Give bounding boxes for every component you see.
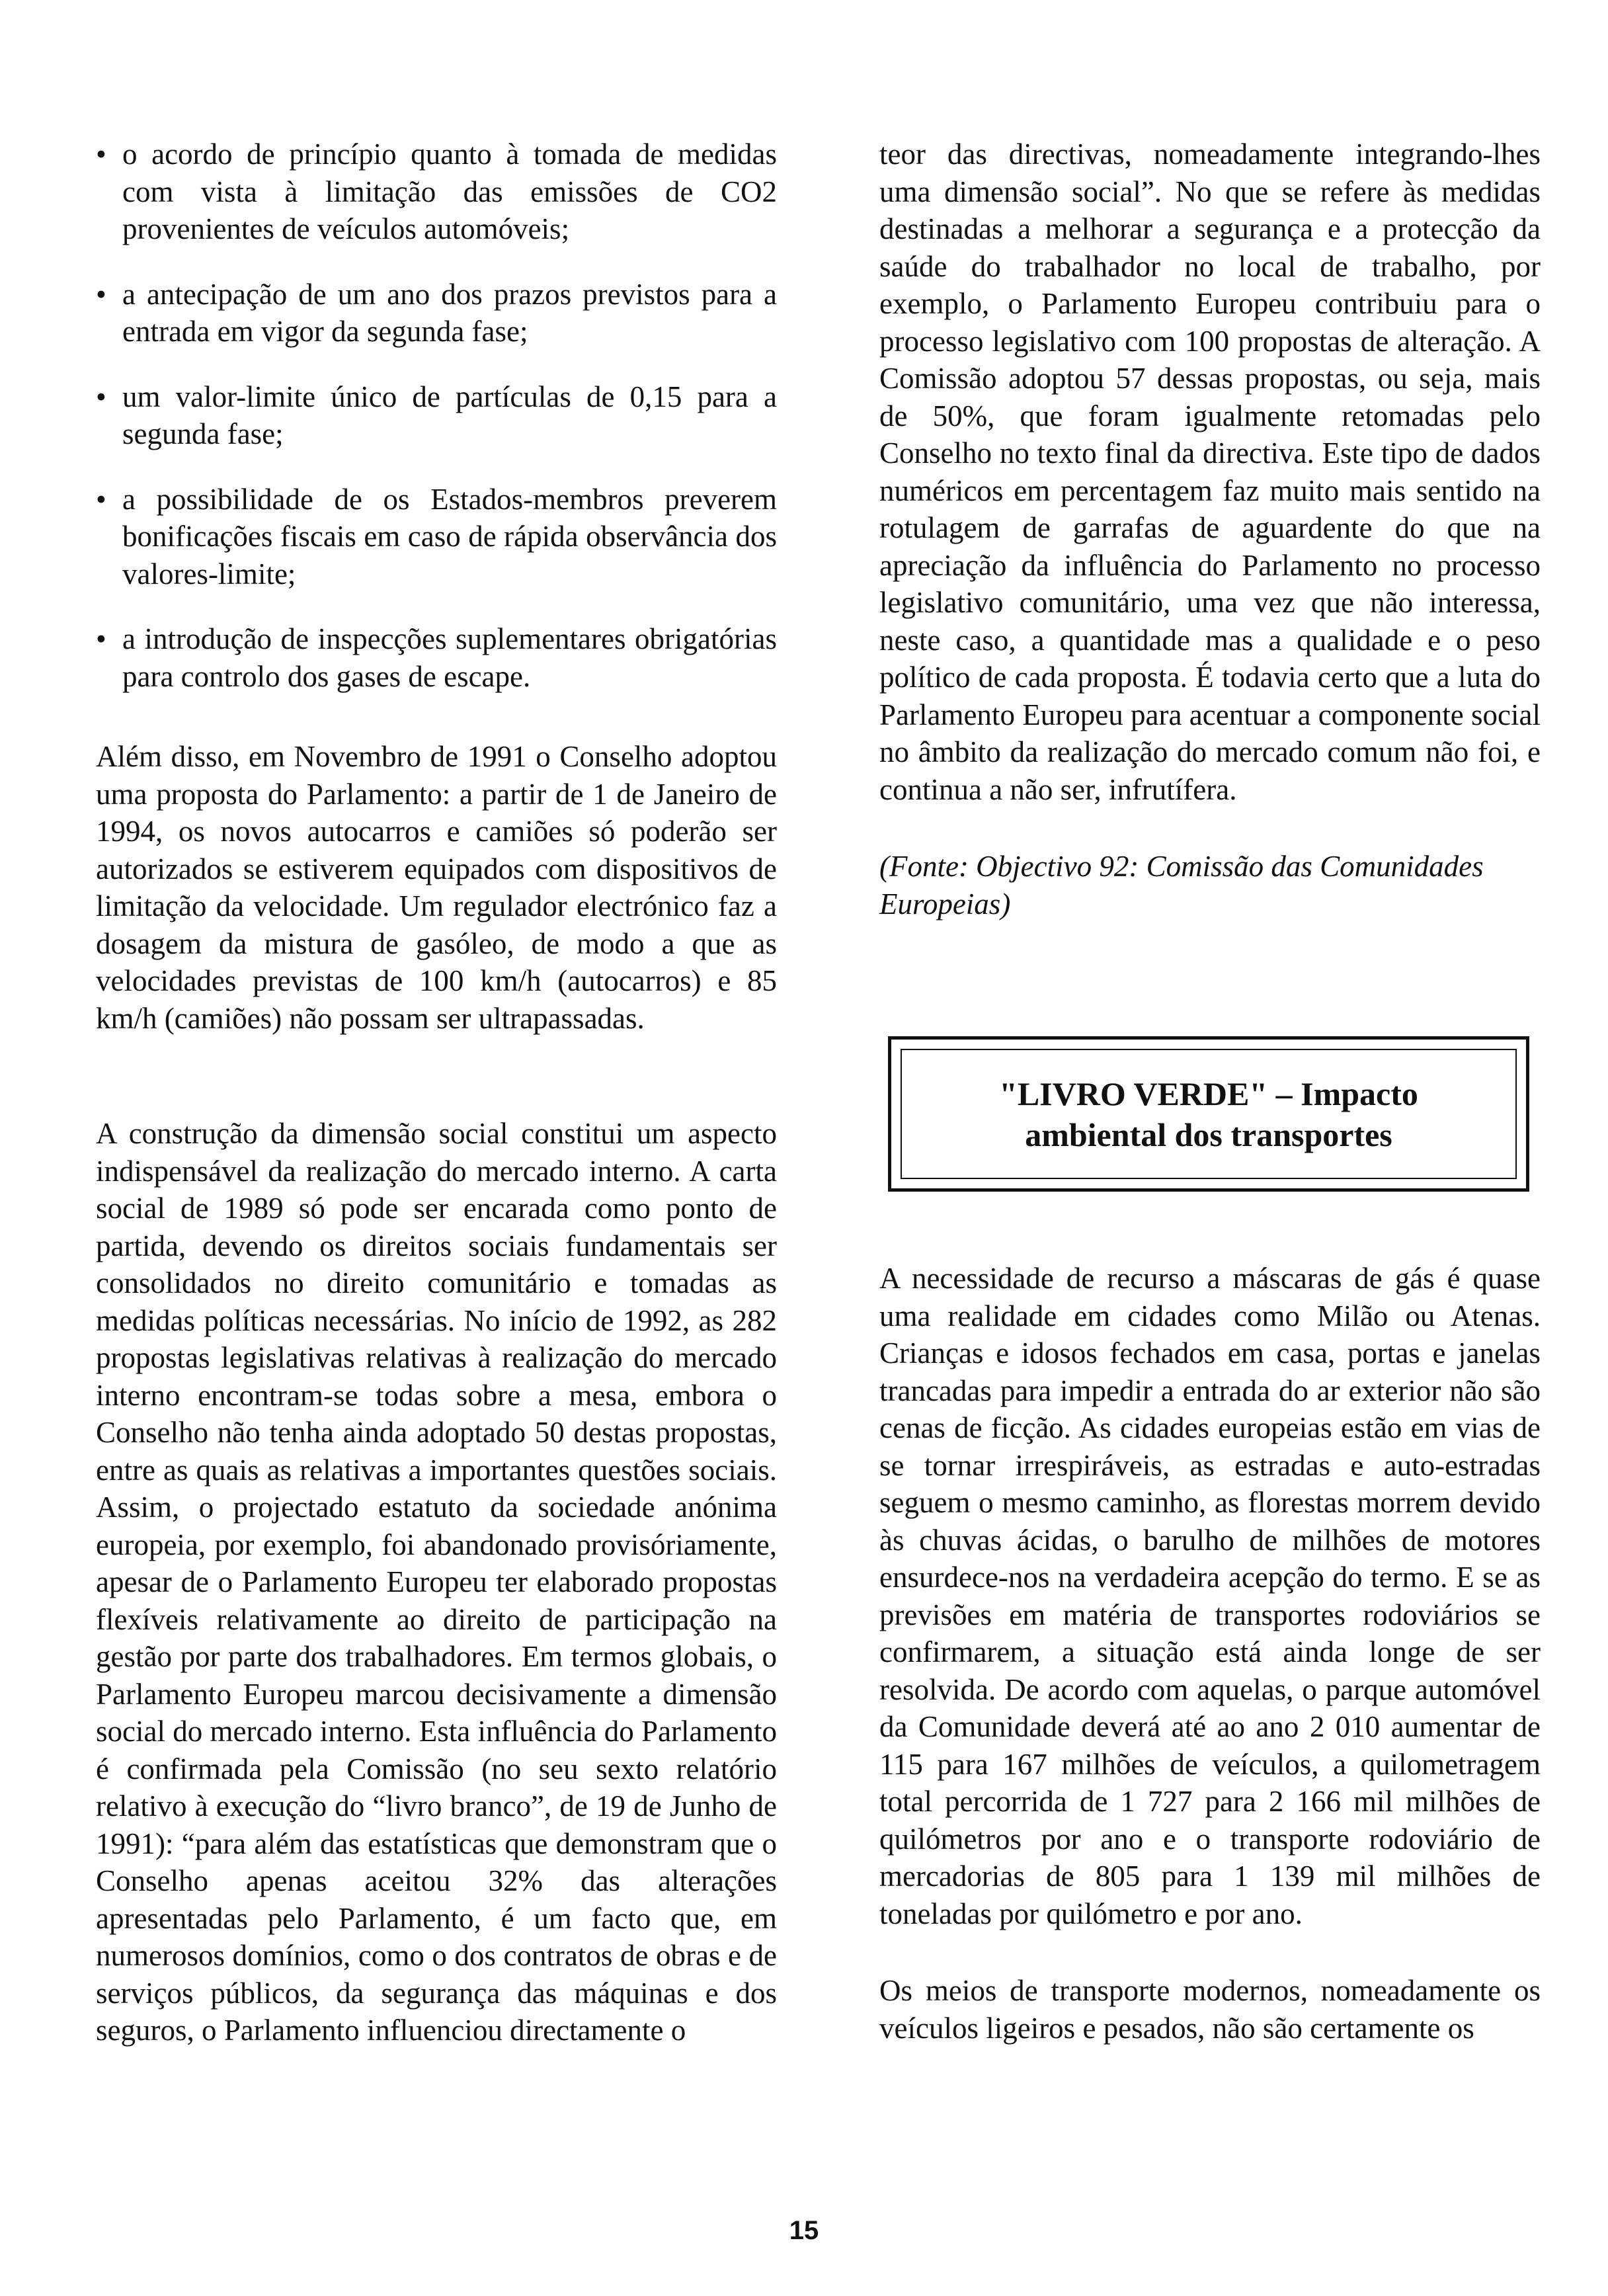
paragraph-directives: teor das directivas, nomeadamente integrando-lhes uma dimensão social”. No que se refere às medidas destinadas a melhorar a segurança e a protecção da saúde do trabalhador no local de trabalho, por exemplo, o Parlamento Europeu contribuiu para o processo legislativo com 100 propostas de alteração. A Comissão adoptou 57 dessas propostas, ou seja, mais de 50%, que foram igualmente retomadas pelo Conselho no texto final da directiva. Este tipo de dados numéricos em percentagem faz muito mais sentido na rotulagem de garrafas de aguardente do que na apreciação da influência do Parlamento no processo legislativo comunitário, uma vez que não interessa, neste caso, a quantidade mas a qualidade e o peso político de cada proposta. É todavia certo que a luta do Parlamento Europeu para acentuar a componente social no âmbito da realização do mercado comum não foi, e continua a não ser, infrutífera. (879, 138, 1541, 806)
bullet-icon: • (96, 622, 106, 655)
right-column-lower (879, 1260, 1541, 2047)
list-item: • o acordo de princípio quanto à tomada de medidas com vista à limitação das emissões de CO2 provenientes de veículos automóveis; (96, 136, 777, 248)
bullet-icon: • (96, 380, 106, 413)
bullet-icon: • (96, 277, 106, 311)
list-item: • a introdução de inspecções suplementares obrigatórias para controlo dos gases de escape. (96, 620, 777, 695)
paragraph-gas-masks: A necessidade de recurso a máscaras de gás é quase uma realidade em cidades como Milão ou Atenas. Crianças e idosos fechados em casa, portas e janelas trancadas para impedir a entrada do ar exterior não são cenas de ficção. As cidades europeias estão em vias de se tornar irrespiráveis, as estradas e auto-estradas seguem o mesmo caminho, as florestas morrem devido às chuvas ácidas, o barulho de milhões de motores ensurdece-nos na verdadeira acepção do termo. E se as previsões em matéria de transportes rodoviários se confirmarem, a situação está ainda longe de ser resolvida. De acordo com aquelas, o parque automóvel da Comunidade deverá até ao ano 2 010 aumentar de 115 para 167 milhões de veículos, a quilometragem total percorrida de 1 727 para 2 166 mil milhões de quilómetros por ano e o transporte rodoviário de mercadorias de 805 para 1 139 mil milhões de toneladas por quilómetro e por ano. (879, 1262, 1541, 1930)
section-title-box (888, 1036, 1529, 1192)
paragraph-modern-transport: Os meios de transporte modernos, nomeadamente os veículos ligeiros e pesados, não são certamente os (879, 1974, 1541, 2045)
measures-list (96, 136, 777, 695)
paragraph-speed-limiters: Além disso, em Novembro de 1991 o Conselho adoptou uma proposta do Parlamento: a partir de 1 de Janeiro de 1994, os novos autocarros e camiões só poderão ser autorizados se estiverem equipados com dispositivos de limitação da velocidade. Um regulador electrónico faz a dosagem da mistura de gasóleo, de modo a que as velocidades previstas de 100 km/h (autocarros) e 85 km/h (camiões) não possam ser ultrapassadas. (96, 740, 777, 1035)
paragraph-social-dimension: A construção da dimensão social constitui um aspecto indispensável da realização do mercado interno. A carta social de 1989 só pode ser encarada como ponto de partida, devendo os direitos sociais fundamentais ser consolidados no direito comunitário e tomadas as medidas políticas necessárias. No início de 1992, as 282 propostas legislativas relativas à realização do mercado interno encontram-se todas sobre a mesa, embora o Conselho não tenha ainda adoptado 50 destas propostas, entre as quais as relativas a importantes questões sociais. Assim, o projectado estatuto da sociedade anónima europeia, por exemplo, foi abandonado provisóriamente, apesar de o Parlamento Europeu ter elaborado propostas flexíveis relativamente ao direito de participação na gestão por parte dos trabalhadores. Em termos globais, o Parlamento Europeu marcou decisivamente a dimensão social do mercado interno. Esta influência do Parlamento é confirmada pela Comissão (no seu sexto relatório relativo à execução do “livro branco”, de 19 de Junho de 1991): “para além das estatísticas que demonstram que o Conselho apenas aceitou 32% das alterações apresentadas pelo Parlamento, é um facto que, em numerosos domínios, como o dos contratos de obras e de serviços públicos, da segurança das máquinas e dos seguros, o Parlamento influenciou directamente o (96, 1117, 777, 2047)
left-column (96, 136, 777, 2049)
page-number: 15 (789, 2216, 819, 2245)
bullet-icon: • (96, 482, 106, 516)
right-column (879, 136, 1541, 922)
list-item: • a antecipação de um ano dos prazos previstos para a entrada em vigor da segunda fase; (96, 276, 777, 350)
list-item: • um valor-limite único de partículas de 0,15 para a segunda fase; (96, 378, 777, 453)
section-title-line-2: ambiental dos transportes (1025, 1116, 1392, 1153)
section-title-box-inner (901, 1049, 1517, 1179)
section-title (999, 1073, 1418, 1155)
bullet-icon: • (96, 138, 106, 171)
section-title-line-1: "LIVRO VERDE" – Impacto (999, 1075, 1418, 1112)
list-item: • a possibilidade de os Estados-membros preverem bonificações fiscais em caso de rápida observância dos valores-limite; (96, 481, 777, 593)
source-citation: (Fonte: Objectivo 92: Comissão das Comunidades Europeias) (879, 850, 1484, 921)
